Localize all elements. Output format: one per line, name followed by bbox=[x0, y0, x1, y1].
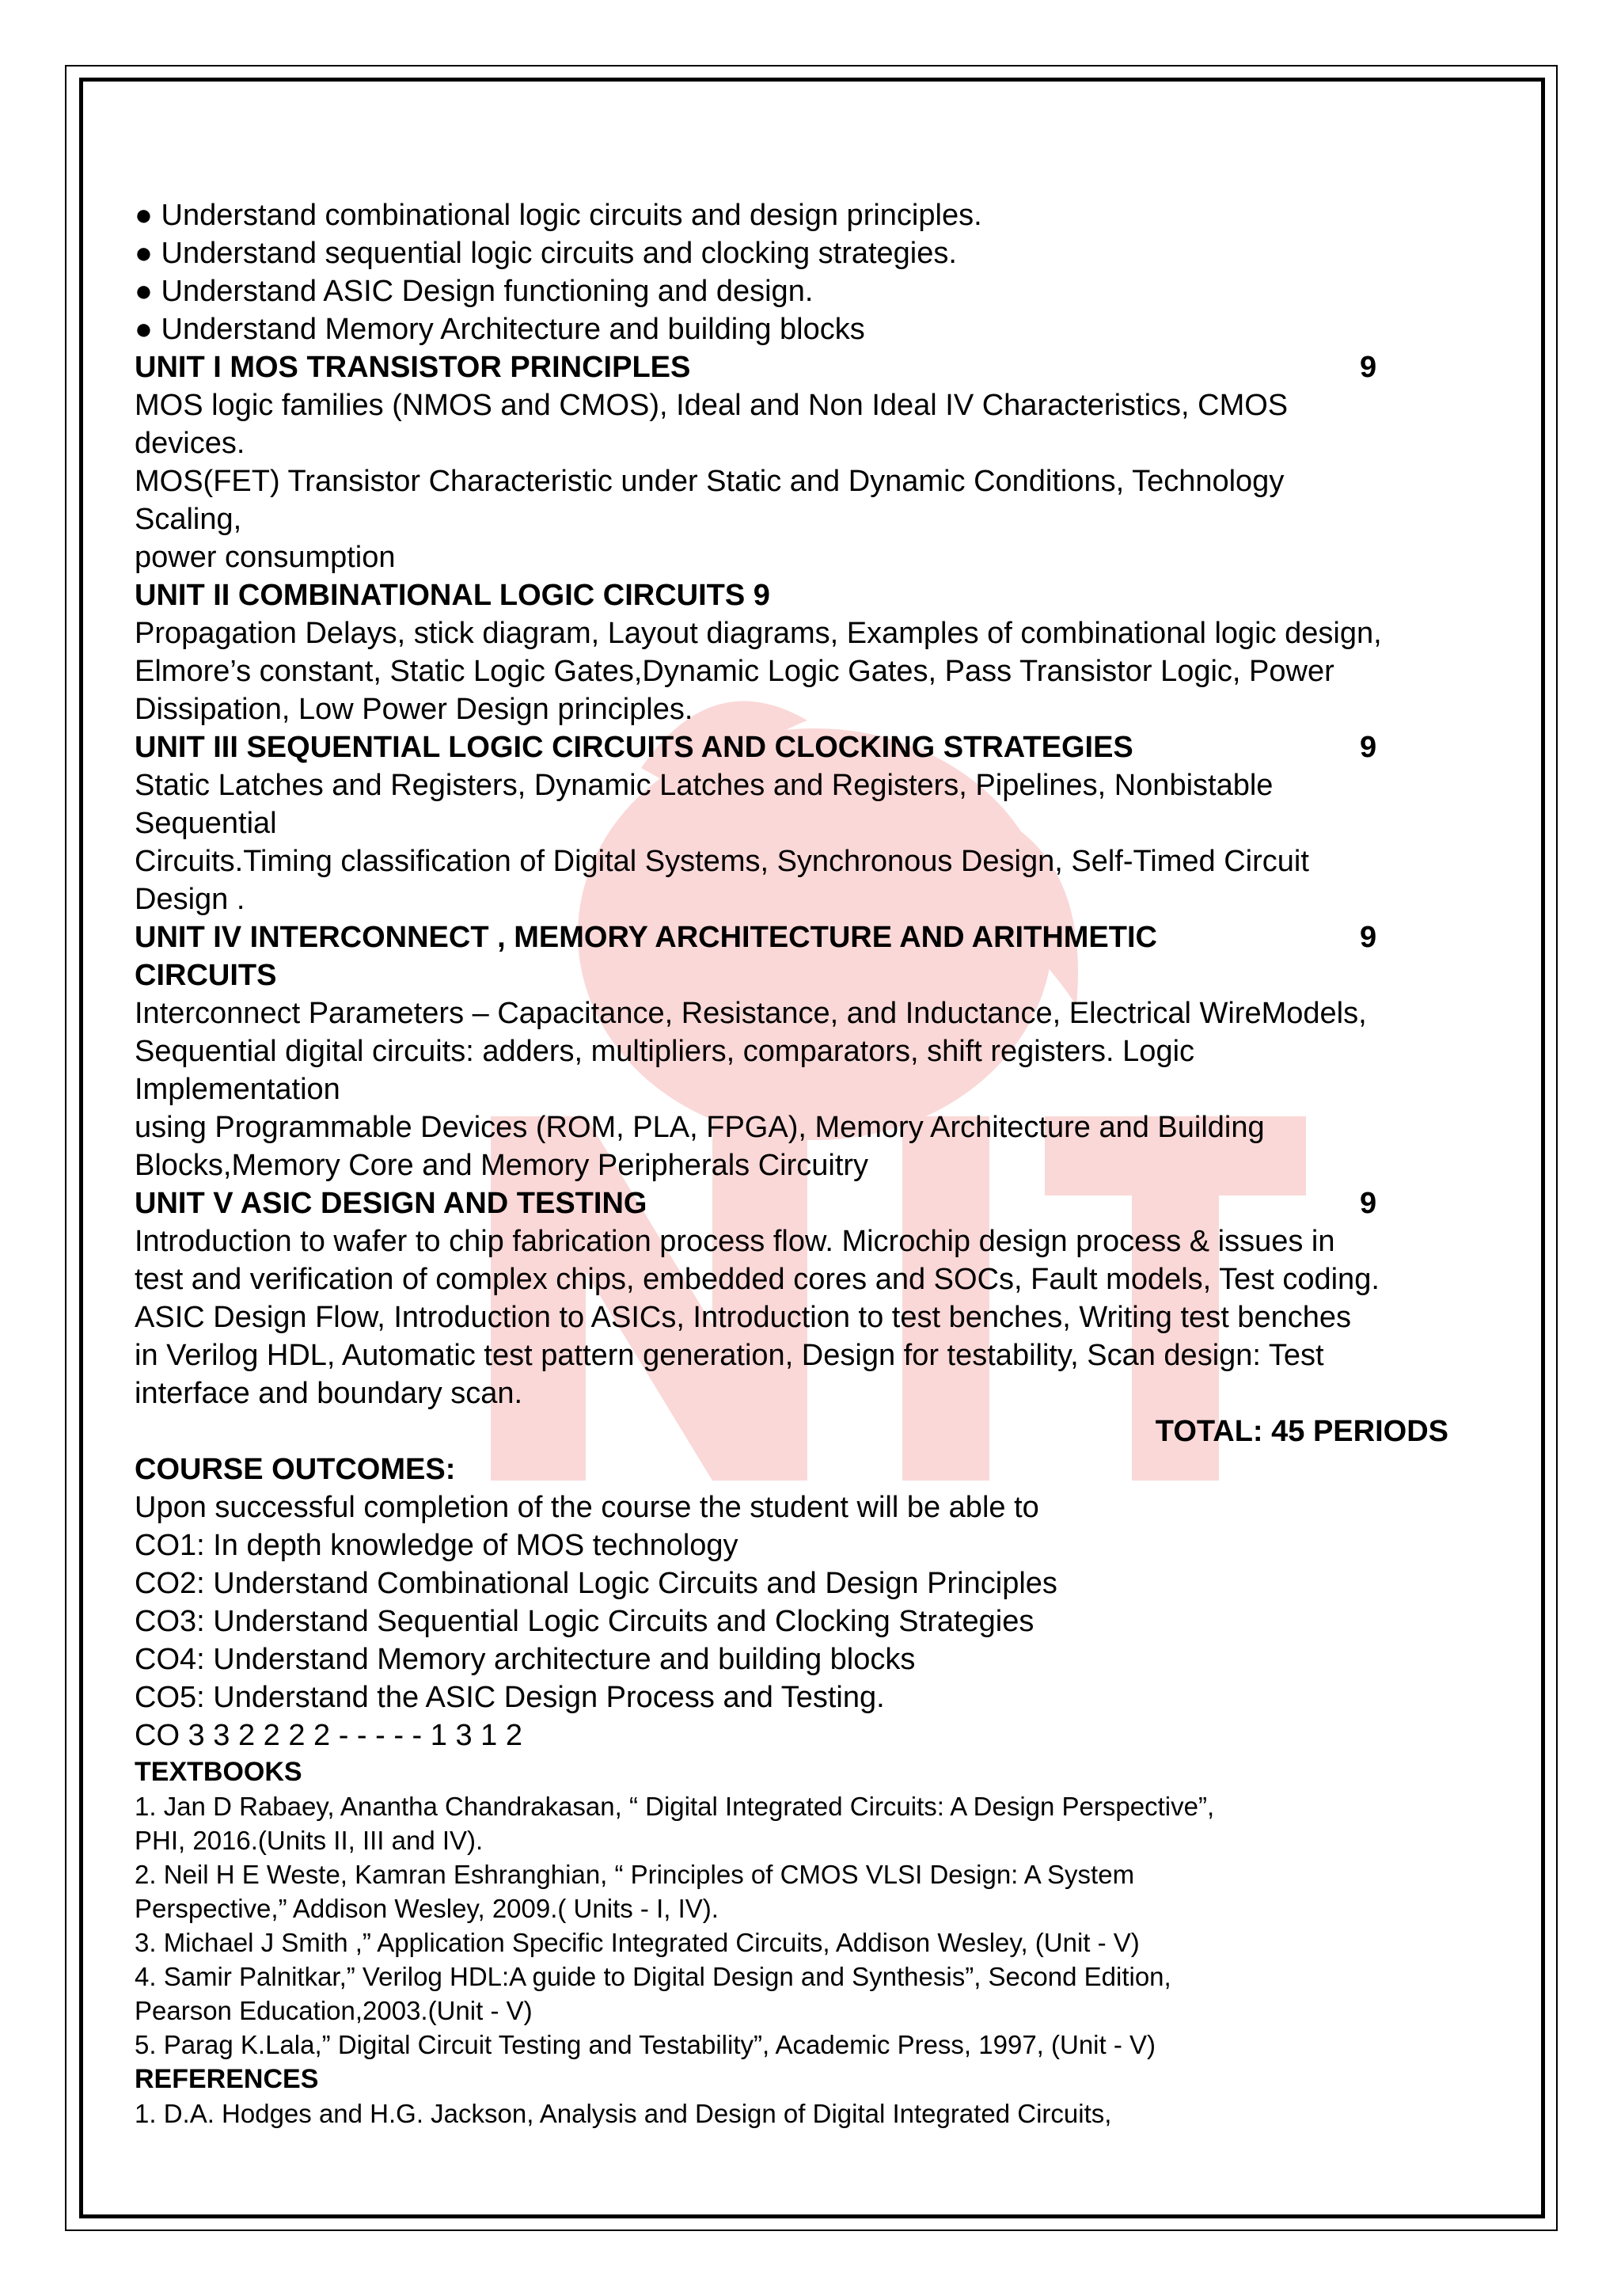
unit-title-text: UNIT I MOS TRANSISTOR PRINCIPLES bbox=[135, 351, 691, 384]
unit-body-line: Implementation bbox=[135, 1073, 340, 1106]
unit-body-line: ASIC Design Flow, Introduction to ASICs, Introduction to test benches, Writing test benches bbox=[135, 1301, 1351, 1334]
textbook-line: Perspective,” Addison Wesley, 2009.( Units - I, IV). bbox=[135, 1894, 719, 1923]
unit-title bbox=[135, 728, 1496, 766]
unit-body-line: using Programmable Devices (ROM, PLA, FPGA), Memory Architecture and Building bbox=[135, 1111, 1265, 1144]
total-periods: TOTAL: 45 PERIODS bbox=[1155, 1415, 1448, 1448]
unit-title bbox=[135, 1184, 1496, 1222]
references-heading: REFERENCES bbox=[135, 2064, 319, 2094]
unit-body-line: Design . bbox=[135, 883, 245, 916]
unit-hours: 9 bbox=[1360, 921, 1377, 954]
unit-body-line: Sequential bbox=[135, 807, 277, 840]
unit-body-line: Interconnect Parameters – Capacitance, Resistance, and Inductance, Electrical WireModels, bbox=[135, 997, 1367, 1030]
unit-title bbox=[135, 348, 1496, 386]
unit-title-text: UNIT IV INTERCONNECT , MEMORY ARCHITECTURE AND ARITHMETIC bbox=[135, 921, 1157, 954]
objective-item: ● Understand sequential logic circuits and clocking strategies. bbox=[135, 234, 1496, 272]
unit-hours: 9 bbox=[1360, 351, 1377, 384]
objective-item: ● Understand ASIC Design functioning and design. bbox=[135, 272, 1496, 310]
unit-title-text: CIRCUITS bbox=[135, 959, 277, 992]
unit-body-line: Scaling, bbox=[135, 503, 242, 536]
objective-item: ● Understand combinational logic circuits and design principles. bbox=[135, 196, 1496, 234]
textbook-line: 5. Parag K.Lala,” Digital Circuit Testing and Testability”, Academic Press, 1997, (Unit - V) bbox=[135, 2030, 1156, 2059]
unit-hours: 9 bbox=[1360, 1187, 1377, 1220]
unit-title bbox=[135, 956, 1496, 994]
unit-body-line: Circuits.Timing classification of Digital Systems, Synchronous Design, Self-Timed Circuit bbox=[135, 845, 1309, 878]
textbooks-heading: TEXTBOOKS bbox=[135, 1757, 302, 1787]
textbook-line: PHI, 2016.(Units II, III and IV). bbox=[135, 1826, 484, 1855]
course-outcomes-heading: COURSE OUTCOMES: bbox=[135, 1453, 456, 1486]
unit-body-line: test and verification of complex chips, embedded cores and SOCs, Fault models, Test coding. bbox=[135, 1263, 1380, 1296]
unit-body-line: power consumption bbox=[135, 541, 396, 574]
unit-title-text: UNIT III SEQUENTIAL LOGIC CIRCUITS AND CLOCKING STRATEGIES bbox=[135, 731, 1133, 764]
unit-body-line: MOS(FET) Transistor Characteristic under Static and Dynamic Conditions, Technology bbox=[135, 465, 1285, 498]
unit-body-line: Elmore’s constant, Static Logic Gates,Dynamic Logic Gates, Pass Transistor Logic, Power bbox=[135, 655, 1334, 688]
textbook-line: 4. Samir Palnitkar,” Verilog HDL:A guide to Digital Design and Synthesis”, Second Edition, bbox=[135, 1962, 1171, 1991]
unit-body-line: Dissipation, Low Power Design principles. bbox=[135, 693, 693, 726]
outcome-line: CO3: Understand Sequential Logic Circuits and Clocking Strategies bbox=[135, 1605, 1034, 1638]
outcome-line: CO5: Understand the ASIC Design Process and Testing. bbox=[135, 1681, 885, 1714]
unit-body-line: Introduction to wafer to chip fabrication process flow. Microchip design process & issues in bbox=[135, 1225, 1335, 1258]
textbook-line: 3. Michael J Smith ,” Application Specific Integrated Circuits, Addison Wesley, (Unit - V) bbox=[135, 1928, 1140, 1957]
unit-body-line: Sequential digital circuits: adders, multipliers, comparators, shift registers. Logic bbox=[135, 1035, 1195, 1068]
outcome-line: Upon successful completion of the course the student will be able to bbox=[135, 1491, 1039, 1524]
unit-title-text: UNIT II COMBINATIONAL LOGIC CIRCUITS 9 bbox=[135, 579, 770, 612]
unit-body-line: Static Latches and Registers, Dynamic Latches and Registers, Pipelines, Nonbistable bbox=[135, 769, 1274, 802]
textbook-line: 2. Neil H E Weste, Kamran Eshranghian, “ Principles of CMOS VLSI Design: A System bbox=[135, 1860, 1135, 1889]
outcome-line: CO2: Understand Combinational Logic Circuits and Design Principles bbox=[135, 1567, 1057, 1600]
reference-line: 1. D.A. Hodges and H.G. Jackson, Analysis and Design of Digital Integrated Circuits, bbox=[135, 2099, 1112, 2128]
textbook-line: Pearson Education,2003.(Unit - V) bbox=[135, 1996, 533, 2025]
outcome-line: CO 3 3 2 2 2 2 - - - - - 1 3 1 2 bbox=[135, 1719, 522, 1752]
unit-body-line: Propagation Delays, stick diagram, Layout diagrams, Examples of combinational logic design, bbox=[135, 617, 1382, 650]
outcome-line: CO4: Understand Memory architecture and building blocks bbox=[135, 1643, 916, 1676]
textbook-line: 1. Jan D Rabaey, Anantha Chandrakasan, “ Digital Integrated Circuits: A Design Perspective”, bbox=[135, 1792, 1215, 1821]
unit-body-line: MOS logic families (NMOS and CMOS), Ideal and Non Ideal IV Characteristics, CMOS bbox=[135, 389, 1289, 422]
unit-body-line: devices. bbox=[135, 427, 245, 460]
unit-body-line: in Verilog HDL, Automatic test pattern generation, Design for testability, Scan design: Test bbox=[135, 1339, 1324, 1372]
unit-hours: 9 bbox=[1360, 731, 1377, 764]
unit-body-line: interface and boundary scan. bbox=[135, 1377, 523, 1410]
unit-body-line: Blocks,Memory Core and Memory Peripherals Circuitry bbox=[135, 1149, 869, 1182]
unit-title bbox=[135, 918, 1496, 956]
unit-title-text: UNIT V ASIC DESIGN AND TESTING bbox=[135, 1187, 647, 1220]
syllabus-content bbox=[135, 196, 1496, 2131]
outcome-line: CO1: In depth knowledge of MOS technology bbox=[135, 1529, 738, 1562]
objective-item: ● Understand Memory Architecture and building blocks bbox=[135, 310, 1496, 348]
unit-title bbox=[135, 576, 1496, 614]
